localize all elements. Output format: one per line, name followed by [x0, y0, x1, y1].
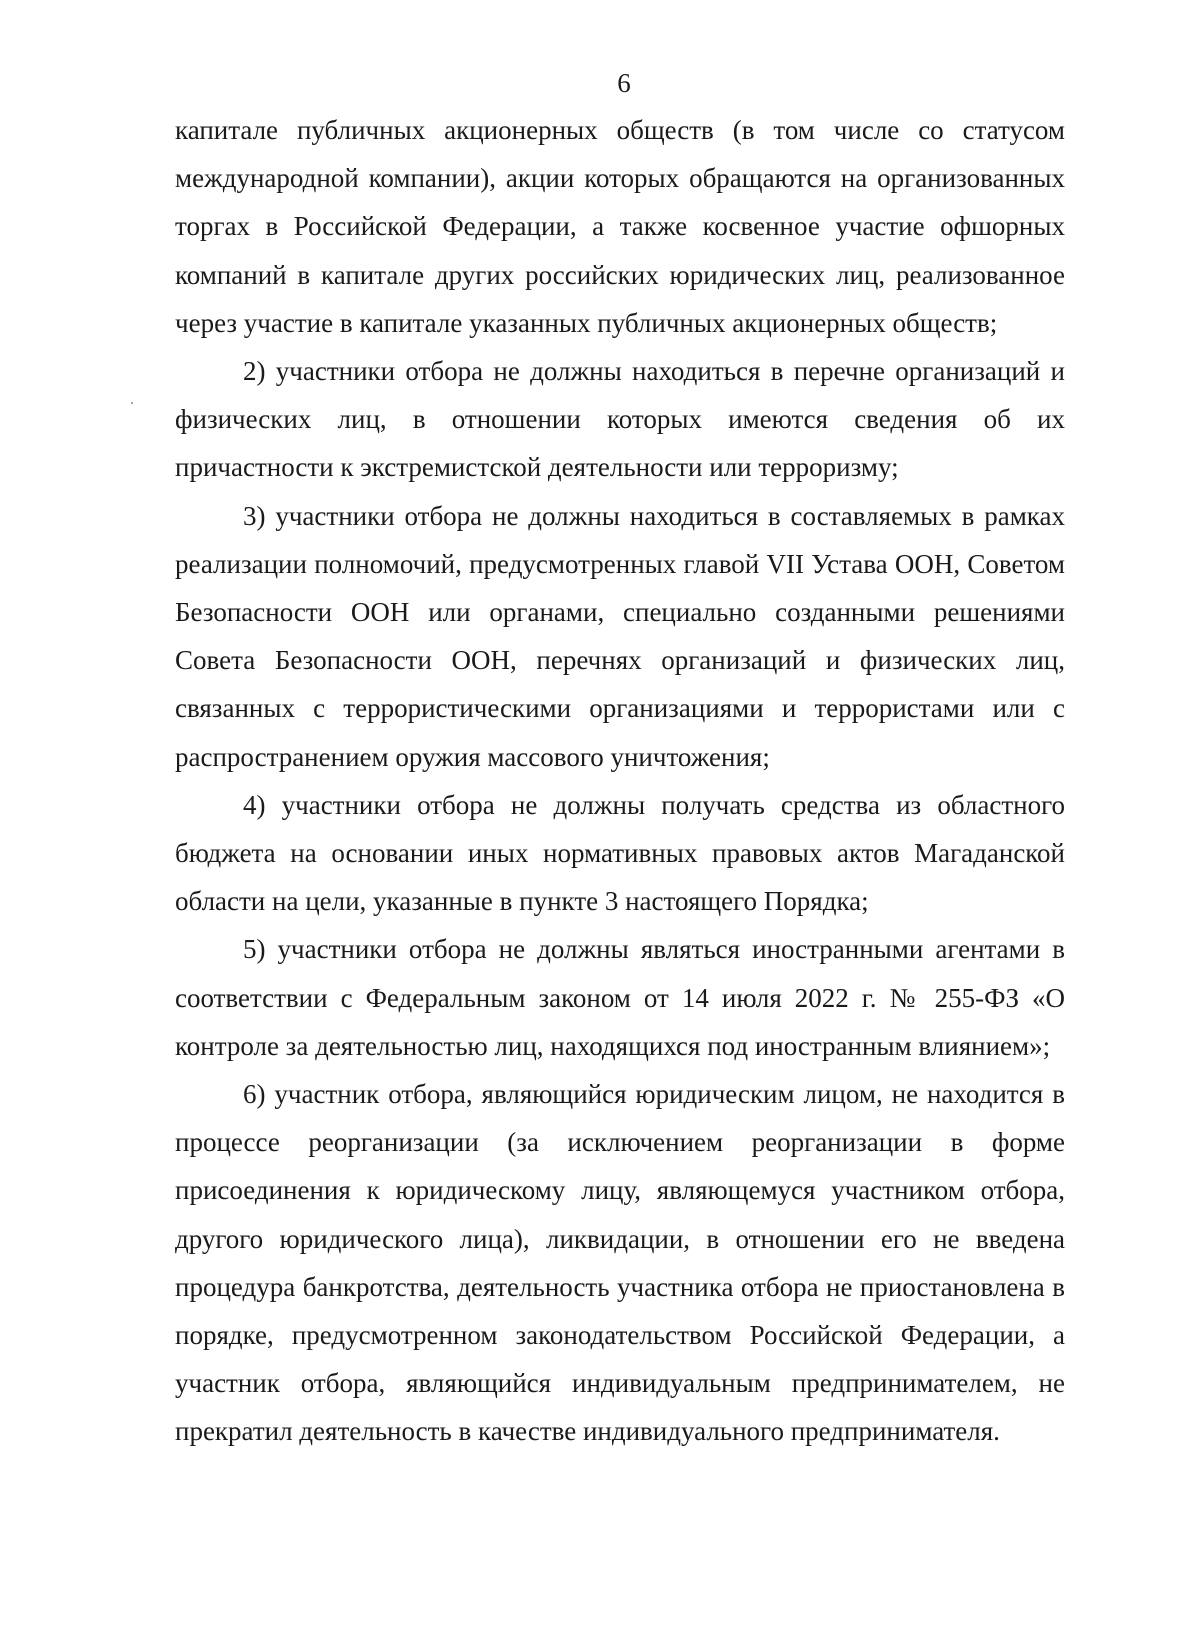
paragraph-item-4: 4) участники отбора не должны получать средства из областного бюджета на основании иных нормативных правовых актов Магаданской области на цели, указанные в пункте 3 настоящего Порядка; [175, 789, 1065, 917]
document-body [175, 106, 1065, 1456]
paragraph-item-2: 2) участники отбора не должны находиться в перечне организаций и физических лиц, в отношении которых имеются сведения об их причастности к экстремистской деятельности или терроризму; [175, 356, 1065, 483]
page-number: 6 [617, 68, 631, 98]
scan-speck [131, 402, 133, 404]
paragraph-item-3: 3) участники отбора не должны находиться в составляемых в рамках реализации полномочий, предусмотренных главой VII Устава ООН, Советом Безопасности ООН или органами, специально созданными решениями Совета Безопасности ООН, перечнях организаций и физических лиц, связанных с террористическими организациями и террористами или с распространением оружия массового уничтожения; [175, 500, 1065, 772]
paragraph-item-6: 6) участник отбора, являющийся юридическим лицом, не находится в процессе реорганизации (за исключением реорганизации в форме присоединения к юридическому лицу, являющемуся участником отбора, другого юридического лица), ликвидации, в отношении его не введена процедура банкротства, деятельность участника отбора не приостановлена в порядке, предусмотренном законодательством Российской Федерации, а участник отбора, являющийся индивидуальным предпринимателем, не прекратил деятельность в качестве индивидуального предпринимателя. [175, 1079, 1065, 1447]
paragraph-item-5: 5) участники отбора не должны являться иностранными агентами в соответствии с Федеральным законом от 14 июля 2022 г. № 255-ФЗ «О контроле за деятельностью лиц, находящихся под иностранным влиянием»; [175, 934, 1065, 1061]
paragraph-continuation: капитале публичных акционерных обществ (в том числе со статусом международной компании), акции которых обращаются на организованных торгах в Российской Федерации, а также косвенное участие офшорных компаний в капитале других российских юридических лиц, реализованное через участие в капитале указанных публичных акционерных обществ; [175, 115, 1065, 338]
